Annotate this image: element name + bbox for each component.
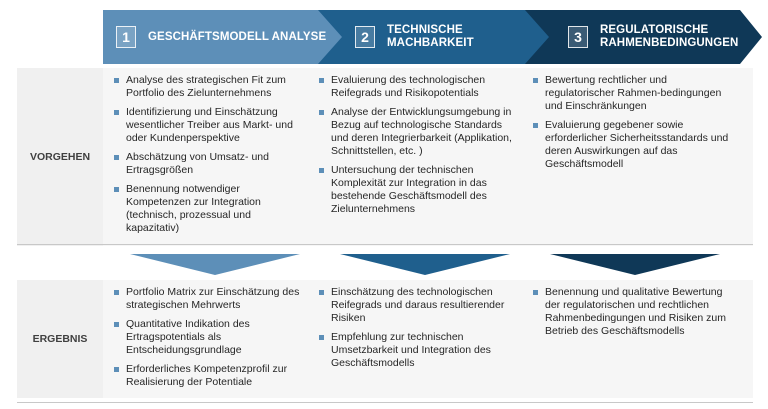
step-2-title: TECHNISCHE MACHBARKEIT: [387, 24, 474, 49]
list-item: Bewertung rechtlicher und regulatorischer Rahmen-bedingungen und Einschränkungen: [532, 74, 737, 113]
vorgehen-col-2: [318, 74, 518, 222]
bottom-divider: [17, 402, 753, 403]
row-divider: [17, 244, 753, 245]
ergebnis-col-1: [113, 286, 303, 395]
step-3: [568, 20, 738, 54]
result-arrow-1: [130, 254, 300, 275]
step-2-number: 2: [355, 26, 375, 48]
list-item: Abschätzung von Umsatz- und Ertragsgrößen: [113, 151, 303, 177]
list-item: Portfolio Matrix zur Einschätzung des strategischen Mehrwerts: [113, 286, 303, 312]
step-1-title: GESCHÄFTSMODELL ANALYSE: [148, 30, 327, 43]
list-item: Analyse des strategischen Fit zum Portfolio des Zielunternehmens: [113, 74, 303, 100]
row-label-ergebnis: ERGEBNIS: [17, 280, 103, 398]
vorgehen-col-1: [113, 74, 303, 241]
row-label-vorgehen: VORGEHEN: [17, 68, 103, 246]
list-item: Quantitative Indikation des Ertragspotentials als Entscheidungsgrundlage: [113, 318, 303, 357]
list-item: Evaluierung des technologischen Reifegrads und Risikopotentials: [318, 74, 518, 100]
result-arrow-2: [340, 254, 510, 275]
result-arrow-3: [550, 254, 720, 275]
ergebnis-col-3: [532, 286, 737, 344]
list-item: Empfehlung zur technischen Umsetzbarkeit und Integration des Geschäftsmodells: [318, 331, 518, 370]
ergebnis-col-2: [318, 286, 518, 376]
list-item: Einschätzung des technologischen Reifegrads und daraus resultierender Risiken: [318, 286, 518, 325]
list-item: Identifizierung und Einschätzung wesentlicher Treiber aus Markt- und oder Kundenperspektive: [113, 106, 303, 145]
list-item: Benennung und qualitative Bewertung der regulatorischen und rechtlichen Rahmenbedingungen und Risiken zum Betrieb des Geschäftsmodells: [532, 286, 737, 338]
list-item: Evaluierung gegebener sowie erforderlicher Sicherheitsstandards und deren Auswirkungen auf das Geschäftsmodell: [532, 119, 737, 171]
step-1-number: 1: [116, 26, 136, 48]
list-item: Benennung notwendiger Kompetenzen zur Integration (technisch, prozessual und kapazitativ): [113, 183, 303, 235]
list-item: Erforderliches Kompetenzprofil zur Realisierung der Potentiale: [113, 363, 303, 389]
step-2: [355, 20, 474, 54]
list-item: Untersuchung der technischen Komplexität zur Integration in das bestehende Geschäftsmodell des Zielunternehmens: [318, 164, 518, 216]
vorgehen-col-3: [532, 74, 737, 177]
list-item: Analyse der Entwicklungsumgebung in Bezug auf technologische Standards und deren Integrierbarkeit (Applikation, Schnittstellen, etc. ): [318, 106, 518, 158]
step-1: [116, 20, 326, 54]
step-3-title: REGULATORISCHE RAHMENBEDINGUNGEN: [600, 24, 739, 49]
step-3-number: 3: [568, 26, 588, 48]
